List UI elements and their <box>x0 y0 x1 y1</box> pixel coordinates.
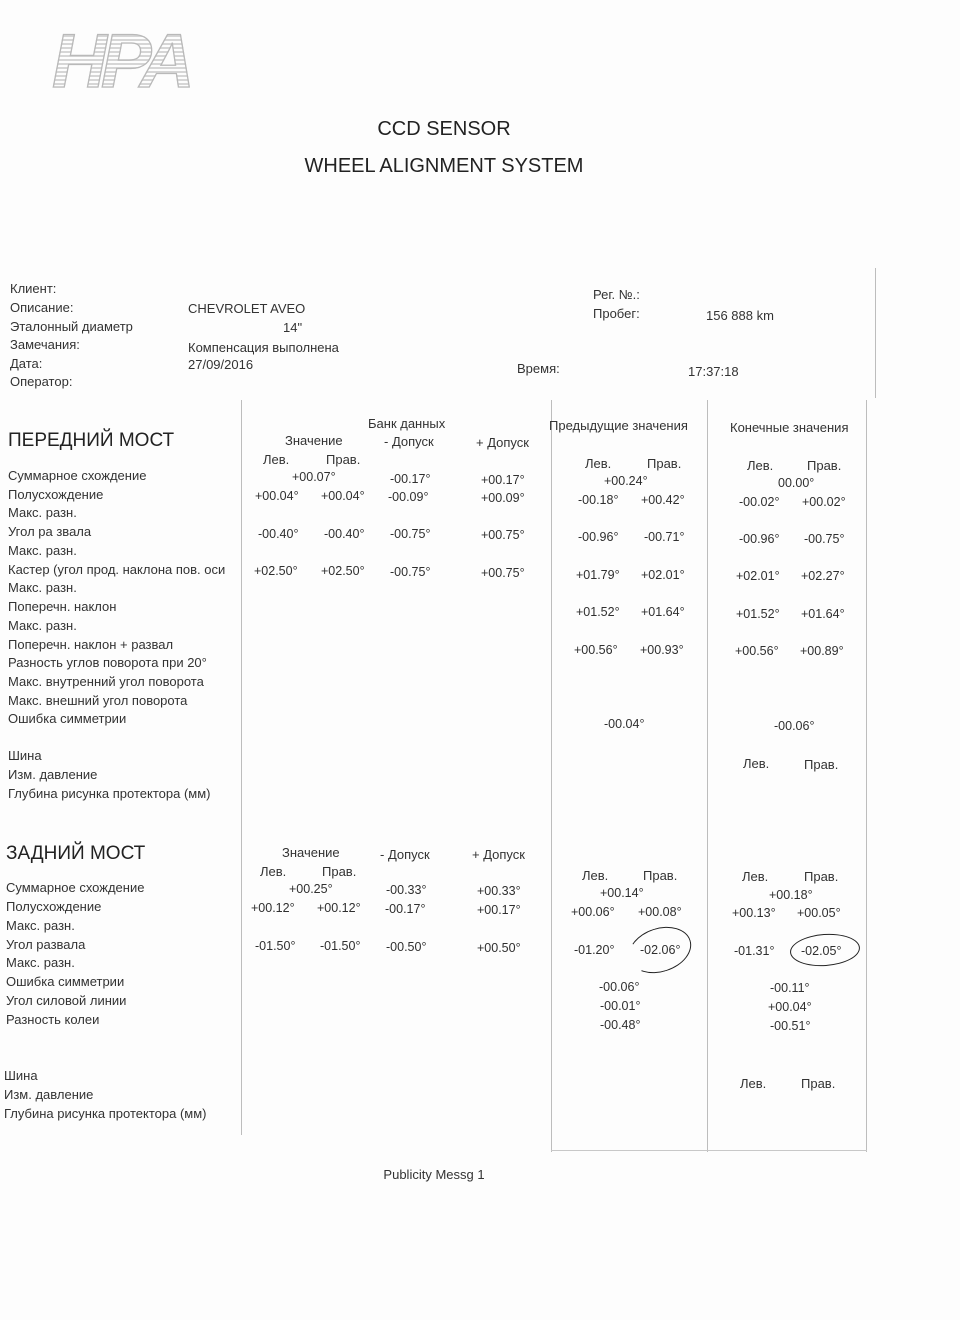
front-camber-left: -00.40° <box>258 527 299 541</box>
rear-tyre-right: Прав. <box>801 1076 836 1091</box>
rear-track-diff-prev: -00.48° <box>600 1018 641 1032</box>
handwritten-circle-prev <box>623 919 697 981</box>
rear-row-half-toe: Полусхождение <box>6 899 102 914</box>
front-caster-left: +02.50° <box>254 564 298 578</box>
front-tyre-right: Прав. <box>804 757 839 772</box>
rear-value-header: Значение <box>282 845 340 860</box>
front-plus-tol-header: + Допуск <box>476 435 529 450</box>
time-value: 17:37:18 <box>688 364 739 379</box>
front-total-toe-plus: +00.17° <box>481 473 525 487</box>
rear-symmetry-prev: -00.06° <box>599 980 640 994</box>
front-row-symmetry: Ошибка симметрии <box>8 711 127 726</box>
rear-camber-minus: -00.50° <box>386 940 427 954</box>
footer-message: Publicity Messg 1 <box>383 1167 485 1182</box>
divider-final <box>707 400 708 1152</box>
front-camber-prev-right: -00.71° <box>644 530 685 544</box>
rear-row-track-diff: Разность колеи <box>6 1012 100 1027</box>
rear-camber-left: -01.50° <box>255 939 296 953</box>
front-half-toe-final-left: -00.02° <box>739 495 780 509</box>
description-label: Описание: <box>10 300 74 315</box>
rear-tread-depth-label: Глубина рисунка протектора (мм) <box>4 1106 207 1121</box>
rear-track-diff-final: -00.51° <box>770 1019 811 1033</box>
mileage-label: Пробег: <box>593 306 640 321</box>
front-half-toe-minus: -00.09° <box>388 490 429 504</box>
front-axle-title: ПЕРЕДНИЙ МОСТ <box>8 430 175 451</box>
front-kpi-prev-right: +01.64° <box>641 605 685 619</box>
rear-total-toe-final: +00.18° <box>769 888 813 902</box>
rear-total-toe-prev: +00.14° <box>600 886 644 900</box>
rear-half-toe-prev-left: +00.06° <box>571 905 615 919</box>
time-label: Время: <box>517 361 560 376</box>
front-symmetry-final: -00.06° <box>774 719 815 733</box>
description-value: CHEVROLET AVEO <box>188 301 306 316</box>
rear-half-toe-right: +00.12° <box>317 901 361 915</box>
front-row-total-toe: Суммарное схождение <box>8 468 147 483</box>
front-row-half-toe: Полусхождение <box>8 487 104 502</box>
front-row-max-diff: Макс. разн. <box>8 618 77 633</box>
diameter-label: Эталонный диаметр <box>10 319 133 334</box>
front-row-max-outer-turn: Макс. внешний угол поворота <box>8 693 188 708</box>
rear-half-toe-plus: +00.17° <box>477 903 521 917</box>
rear-half-toe-prev-right: +00.08° <box>638 905 682 919</box>
rear-half-toe-minus: -00.17° <box>385 902 426 916</box>
rear-camber-final-right: -02.05° <box>801 944 842 958</box>
front-row-max-diff: Макс. разн. <box>8 505 77 520</box>
front-half-toe-prev-left: -00.18° <box>578 493 619 507</box>
rear-tyre-left: Лев. <box>740 1076 767 1091</box>
front-kpi-prev-left: +01.52° <box>576 605 620 619</box>
front-caster-prev-right: +02.01° <box>641 568 685 582</box>
date-label: Дата: <box>10 356 43 371</box>
document-subtitle: WHEEL ALIGNMENT SYSTEM <box>304 155 584 177</box>
front-camber-prev-left: -00.96° <box>578 530 619 544</box>
front-tyre-left: Лев. <box>743 756 770 771</box>
frame-right-lower <box>866 400 867 1152</box>
front-pressure-label: Изм. давление <box>8 767 98 782</box>
front-row-kpi-camber: Поперечн. наклон + развал <box>8 637 174 652</box>
front-half-toe-left: +00.04° <box>255 489 299 503</box>
front-row-max-inner-turn: Макс. внутренний угол поворота <box>8 674 204 689</box>
rear-pressure-label: Изм. давление <box>4 1087 94 1102</box>
divider-previous <box>551 400 552 1152</box>
front-half-toe-plus: +00.09° <box>481 491 525 505</box>
rear-thrust-final: +00.04° <box>768 1000 812 1014</box>
front-total-toe-minus: -00.17° <box>390 472 431 486</box>
front-caster-final-left: +02.01° <box>736 569 780 583</box>
mileage-value: 156 888 km <box>706 308 774 323</box>
front-left-header: Лев. <box>263 452 290 467</box>
rear-axle-title: ЗАДНИЙ МОСТ <box>6 843 146 864</box>
front-right-header: Прав. <box>326 452 361 467</box>
front-final-left-header: Лев. <box>747 458 774 473</box>
front-half-toe-prev-right: +00.42° <box>641 493 685 507</box>
rear-total-toe-value: +00.25° <box>289 882 333 896</box>
rear-minus-tol-header: - Допуск <box>380 847 430 862</box>
front-camber-plus: +00.75° <box>481 528 525 542</box>
rear-total-toe-minus: -00.33° <box>386 883 427 897</box>
front-prev-left-header: Лев. <box>585 456 612 471</box>
handwritten-circle-final <box>789 932 861 969</box>
rear-half-toe-left: +00.12° <box>251 901 295 915</box>
front-camber-minus: -00.75° <box>390 527 431 541</box>
rear-camber-prev-left: -01.20° <box>574 943 615 957</box>
rear-thrust-prev: -00.01° <box>600 999 641 1013</box>
rear-left-header: Лев. <box>260 864 287 879</box>
data-bank-header: Банк данных <box>368 416 446 431</box>
rear-prev-left-header: Лев. <box>582 868 609 883</box>
rear-row-thrust-angle: Угол силовой линии <box>6 993 127 1008</box>
front-kpi-camber-prev-right: +00.93° <box>640 643 684 657</box>
reg-label: Рег. №.: <box>593 287 640 302</box>
rear-row-max-diff: Макс. разн. <box>6 955 75 970</box>
front-final-right-header: Прав. <box>807 458 842 473</box>
front-symmetry-prev: -00.04° <box>604 717 645 731</box>
rear-half-toe-final-left: +00.13° <box>732 906 776 920</box>
front-row-camber: Угол ра звала <box>8 524 92 539</box>
front-caster-plus: +00.75° <box>481 566 525 580</box>
frame-bottom-line <box>551 1150 867 1151</box>
front-kpi-final-left: +01.52° <box>736 607 780 621</box>
front-row-max-diff: Макс. разн. <box>8 543 77 558</box>
rear-camber-final-left: -01.31° <box>734 944 775 958</box>
front-half-toe-final-right: +00.02° <box>802 495 846 509</box>
rear-camber-plus: +00.50° <box>477 941 521 955</box>
front-row-caster: Кастер (угол прод. наклона пов. оси <box>8 562 226 577</box>
front-caster-prev-left: +01.79° <box>576 568 620 582</box>
document-title: CCD SENSOR <box>377 118 511 140</box>
client-label: Клиент: <box>10 281 57 296</box>
front-half-toe-right: +00.04° <box>321 489 365 503</box>
front-tyre-label: Шина <box>8 748 42 763</box>
front-prev-right-header: Прав. <box>647 456 682 471</box>
remarks-label: Замечания: <box>10 337 80 352</box>
rear-final-right-header: Прав. <box>804 869 839 884</box>
final-values-header: Конечные значения <box>730 420 849 435</box>
rear-row-total-toe: Суммарное схождение <box>6 880 145 895</box>
front-kpi-camber-prev-left: +00.56° <box>574 643 618 657</box>
front-minus-tol-header: - Допуск <box>384 434 434 449</box>
rear-symmetry-final: -00.11° <box>770 981 810 995</box>
remarks-value: Компенсация выполнена <box>188 340 339 355</box>
rear-row-symmetry: Ошибка симметрии <box>6 974 125 989</box>
front-row-max-diff: Макс. разн. <box>8 580 77 595</box>
rear-camber-right: -01.50° <box>320 939 361 953</box>
rear-right-header: Прав. <box>322 864 357 879</box>
operator-label: Оператор: <box>10 374 73 389</box>
front-caster-minus: -00.75° <box>390 565 431 579</box>
date-value: 27/09/2016 <box>188 357 254 372</box>
front-total-toe-prev: +00.24° <box>604 474 648 488</box>
front-kpi-camber-final-right: +00.89° <box>800 644 844 658</box>
divider-bank <box>241 400 242 1135</box>
rear-tyre-label: Шина <box>4 1068 38 1083</box>
front-tread-depth-label: Глубина рисунка протектора (мм) <box>8 786 211 801</box>
rear-half-toe-final-right: +00.05° <box>797 906 841 920</box>
front-value-header: Значение <box>285 433 343 448</box>
front-caster-final-right: +02.27° <box>801 569 845 583</box>
frame-right-line <box>875 268 876 398</box>
previous-values-header: Предыдущие значения <box>549 418 688 433</box>
rear-final-left-header: Лев. <box>742 869 769 884</box>
rear-camber-prev-right: -02.06° <box>640 943 681 957</box>
front-total-toe-value: +00.07° <box>292 470 336 484</box>
front-total-toe-final: 00.00° <box>778 476 815 490</box>
front-row-turn-diff: Разность углов поворота при 20° <box>8 655 207 670</box>
hpa-logo: HPA <box>52 19 189 104</box>
rear-row-camber: Угол развала <box>6 937 86 952</box>
diameter-value: 14" <box>283 320 303 335</box>
front-camber-final-left: -00.96° <box>739 532 780 546</box>
front-camber-final-right: -00.75° <box>804 532 845 546</box>
front-caster-right: +02.50° <box>321 564 365 578</box>
front-kpi-camber-final-left: +00.56° <box>735 644 779 658</box>
front-kpi-final-right: +01.64° <box>801 607 845 621</box>
front-row-kpi: Поперечн. наклон <box>8 599 117 614</box>
rear-prev-right-header: Прав. <box>643 868 678 883</box>
front-camber-right: -00.40° <box>324 527 365 541</box>
rear-total-toe-plus: +00.33° <box>477 884 521 898</box>
rear-plus-tol-header: + Допуск <box>472 847 525 862</box>
rear-row-max-diff: Макс. разн. <box>6 918 75 933</box>
